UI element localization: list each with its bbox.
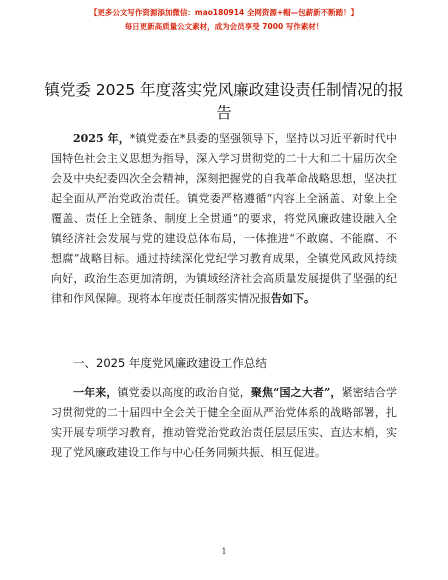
section-1-body: 紧密结合学习贯彻党的二十届四中全会关于健全全面从严治党体系的战略部署，扎实开展专项学习教育，推动管党治党政治责任层层压实、直达末梢，实现了党风廉政建设工作与中心任务同频共振、相互促进。 bbox=[51, 386, 398, 459]
section-heading-1: 一、2025 年度党风廉政建设工作总结 bbox=[73, 356, 267, 370]
banner-line-1: 【更多公文写作资源添加微信：mao180914 全网资源+帽—包薪新不断踏！】 bbox=[89, 8, 359, 17]
section-1-mid-2: 聚焦“国之大者”， bbox=[250, 386, 342, 399]
section-1-lead: 一年来， bbox=[73, 386, 118, 399]
header-banner bbox=[0, 7, 448, 32]
intro-tail: 告如下。 bbox=[271, 292, 315, 305]
section-1-paragraph bbox=[51, 383, 397, 463]
section-1-mid-1: 镇党委以高度的政治自觉， bbox=[117, 386, 251, 399]
banner-line-2: 每日更新高质量公文素材，成为会员享受 7000 写作素材！ bbox=[124, 22, 324, 31]
intro-paragraph bbox=[51, 129, 397, 309]
intro-body: *镇党委在*县委的坚强领导下，坚持以习近平新时代中国特色社会主义思想为指导，深入学习贯彻党的二十大和二十届历次全会及中央纪委四次全会精神，深刻把握党的自我革命战略思想，坚决扛起全面从严治党政治责任。镇党委严格遵循“内容上全涵盖、对象上全覆盖、责任上全链条、制度上全贯通”的要求，将党风廉政建设融入全镇经济社会发展与党的建设总体布局，一体推进“不敢腐、不能腐、不想腐”战略目标。通过持续深化党纪学习教育成果，全镇党风政风持续向好，政治生态更加清朗，为镇域经济社会高质量发展提供了坚强的纪律和作风保障。现将本年度责任制落实情况报 bbox=[51, 132, 397, 305]
document-title: 镇党委 2025 年度落实党风廉政建设责任制情况的报告 bbox=[44, 81, 404, 122]
intro-lead: 2025 年， bbox=[73, 132, 130, 145]
page-number: 1 bbox=[221, 547, 227, 556]
